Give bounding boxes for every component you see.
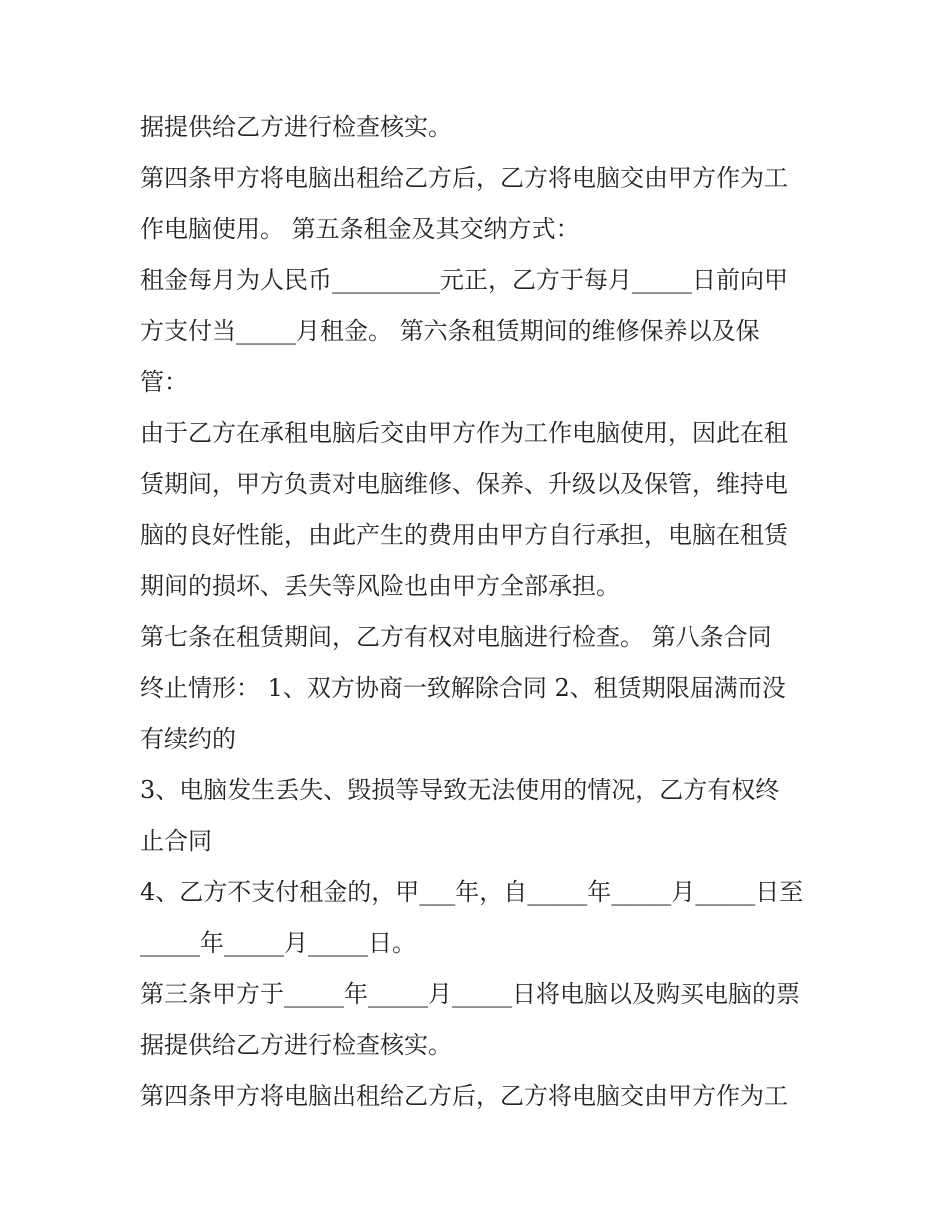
text-line: 有续约的: [140, 725, 236, 753]
text-line: 脑的良好性能，由此产生的费用由甲方自行承担，电脑在租赁: [140, 521, 788, 549]
text-line: 止合同: [140, 827, 212, 855]
text-line: 第三条甲方于_____年_____月_____日将电脑以及购买电脑的票: [140, 980, 800, 1008]
text-line: 方支付当_____月租金。 第六条租赁期间的维修保养以及保: [140, 317, 760, 345]
text-line: 由于乙方在承租电脑后交由甲方作为工作电脑使用，因此在租: [140, 419, 788, 447]
text-line: 作电脑使用。 第五条租金及其交纳方式：: [140, 215, 580, 243]
text-line: 赁期间，甲方负责对电脑维修、保养、升级以及保管，维持电: [140, 470, 788, 498]
text-line: 期间的损坏、丢失等风险也由甲方全部承担。: [140, 572, 620, 600]
text-line: 3、电脑发生丢失、毁损等导致无法使用的情况，乙方有权终: [140, 776, 780, 804]
text-line: 第四条甲方将电脑出租给乙方后，乙方将电脑交由甲方作为工: [140, 164, 788, 192]
text-line: 第四条甲方将电脑出租给乙方后，乙方将电脑交由甲方作为工: [140, 1082, 788, 1110]
text-line: _____年_____月_____日。: [140, 929, 416, 957]
text-line: 第七条在租赁期间，乙方有权对电脑进行检查。 第八条合同: [140, 623, 772, 651]
text-line: 据提供给乙方进行检查核实。: [140, 113, 452, 141]
text-line: 据提供给乙方进行检查核实。: [140, 1031, 452, 1059]
text-line: 租金每月为人民币_________元正，乙方于每月_____日前向甲: [140, 266, 788, 294]
document-body: [140, 102, 820, 1122]
text-line: 管：: [140, 368, 188, 396]
text-line: 4、乙方不支付租金的，甲___年，自_____年_____月_____日至: [140, 878, 804, 906]
text-line: 终止情形： 1、双方协商一致解除合同 2、租赁期限届满而没: [140, 674, 786, 702]
